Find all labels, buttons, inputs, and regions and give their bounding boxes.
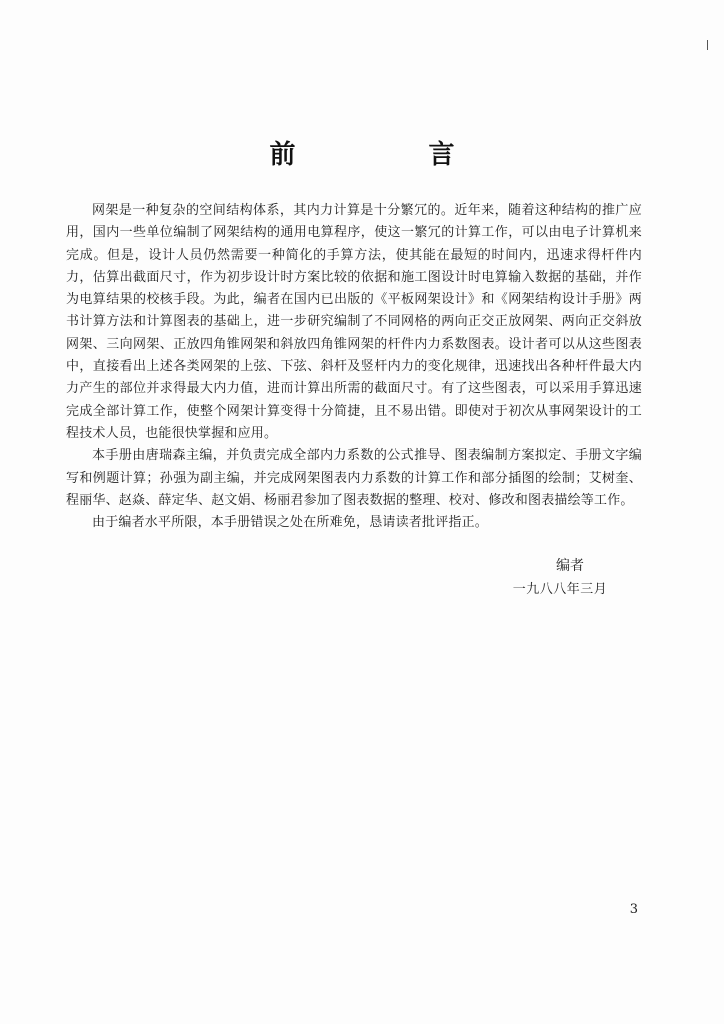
preface-paragraph-2: 本手册由唐瑞森主编，并负责完成全部内力系数的公式推导、图表编制方案拟定、手册文字编写和例题计算；孙强为副主编，并完成网架图表内力系数的计算工作和部分插图的绘制；艾树奎、程丽华、赵焱、薛定华、赵文娟、杨丽君参加了图表数据的整理、校对、修改和图表描绘等工作。	[66, 448, 642, 508]
signature-date: 一九八八年三月	[512, 582, 608, 597]
page-title: 前 言	[269, 140, 517, 170]
page-number: 3	[629, 902, 638, 917]
preface-body	[66, 200, 642, 534]
preface-paragraph-1: 网架是一种复杂的空间结构体系，其内力计算是十分繁冗的。近年来，随着这种结构的推广应用，国内一些单位编制了网架结构的通用电算程序，使这一繁冗的计算工作，可以由电子计算机来完成。但是，设计人员仍然需要一种简化的手算方法，使其能在最短的时间内，迅速求得杆件内力，估算出截面尺寸，作为初步设计时方案比较的依据和施工图设计时电算输入数据的基础，并作为电算结果的校核手段。为此，编者在国内已出版的《平板网架设计》和《网架结构设计手册》两书计算方法和计算图表的基础上，进一步研究编制了不同网格的两向正交正放网架、两向正交斜放网架、三向网架、正放四角锥网架和斜放四角锥网架的杆件内力系数图表。设计者可以从这些图表中，直接看出上述各类网架的上弦、下弦、斜杆及竖杆内力的变化规律，迅速找出各种杆件最大内力产生的部位并求得最大内力值，进而计算出所需的截面尺寸。有了这些图表，可以采用手算迅速完成全部计算工作，使整个网架计算变得十分简捷，且不易出错。即使对于初次从事网架设计的工程技术人员，也能很快掌握和应用。	[66, 203, 642, 441]
preface-paragraph-3: 由于编者水平所限，本手册错误之处在所难免，恳请读者批评指正。	[92, 515, 489, 531]
signature-role: 编者	[556, 558, 584, 574]
scan-mark	[707, 40, 708, 50]
